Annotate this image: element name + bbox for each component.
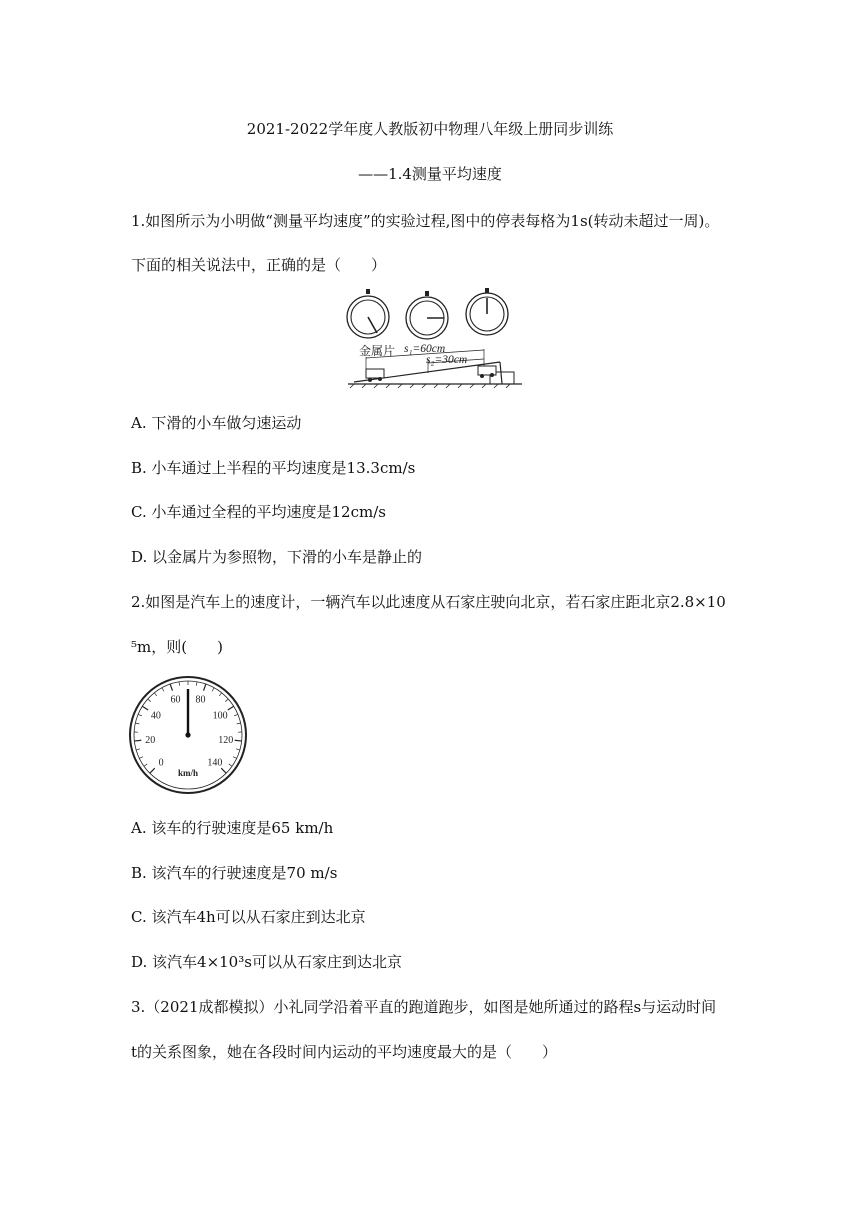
q1-option-b: B. 小车通过上半程的平均速度是13.3cm/s bbox=[131, 459, 416, 477]
speed-unit-label: km/h bbox=[177, 768, 199, 778]
cart-top-icon bbox=[478, 366, 496, 378]
q3-stem-line1: 3.（2021成都模拟）小礼同学沿着平直的跑道跑步，如图是她所通过的路程s与运动时间 bbox=[131, 998, 717, 1016]
metal-piece-label: 金属片 bbox=[359, 344, 396, 358]
q2-stem-line1: 2.如图是汽车上的速度计，一辆汽车以此速度从石家庄驶向北京，若石家庄距北京2.8×10 bbox=[131, 593, 726, 611]
q1-stem-line1: 1.如图所示为小明做“测量平均速度”的实验过程,图中的停表每格为1s(转动未超过一周)。 bbox=[131, 212, 720, 230]
gauge-tick bbox=[134, 740, 141, 741]
gauge-tick-label: 140 bbox=[207, 757, 223, 769]
q2-option-c: C. 该汽车4h可以从石家庄到达北京 bbox=[131, 908, 366, 926]
q2-stem-line2: ⁵m，则( ) bbox=[131, 638, 223, 656]
q2-option-b: B. 该汽车的行驶速度是70 m/s bbox=[131, 864, 338, 882]
q2-option-d: D. 该汽车4×10³s可以从石家庄到达北京 bbox=[131, 953, 402, 971]
document-subtitle: ——1.4测量平均速度 bbox=[358, 165, 502, 183]
q1-stem-line2: 下面的相关说法中，正确的是（ ） bbox=[131, 256, 387, 274]
stopwatch-1-icon bbox=[347, 289, 389, 338]
s2-label: s₂=30cm bbox=[426, 354, 468, 366]
needle-hub bbox=[185, 732, 190, 737]
gauge-tick-label: 120 bbox=[218, 734, 234, 746]
gauge-tick-label: 60 bbox=[170, 694, 181, 706]
stopwatch-2-icon bbox=[406, 291, 448, 339]
gauge-tick bbox=[235, 740, 242, 741]
s1-label: s₁=60cm bbox=[404, 343, 446, 355]
stopwatch-3-icon bbox=[466, 288, 508, 335]
q1-option-a: A. 下滑的小车做匀速运动 bbox=[131, 414, 302, 432]
q1-option-d: D. 以金属片为参照物，下滑的小车是静止的 bbox=[131, 548, 423, 566]
gauge-tick-label: 40 bbox=[150, 710, 161, 722]
document-title: 2021-2022学年度人教版初中物理八年级上册同步训练 bbox=[246, 120, 614, 138]
cart-bottom-icon bbox=[366, 369, 384, 382]
gauge-tick-label: 20 bbox=[145, 734, 156, 746]
gauge-tick-label: 80 bbox=[195, 694, 206, 706]
q2-option-a: A. 该车的行驶速度是65 km/h bbox=[131, 819, 334, 837]
gauge-tick-label: 0 bbox=[158, 757, 164, 769]
q1-experiment-figure bbox=[340, 286, 530, 390]
q2-speedometer-figure bbox=[128, 675, 248, 795]
q1-option-c: C. 小车通过全程的平均速度是12cm/s bbox=[131, 503, 386, 521]
gauge-tick-label: 100 bbox=[212, 710, 228, 722]
q3-stem-line2: t的关系图象，她在各段时间内运动的平均速度最大的是（ ） bbox=[131, 1043, 558, 1061]
